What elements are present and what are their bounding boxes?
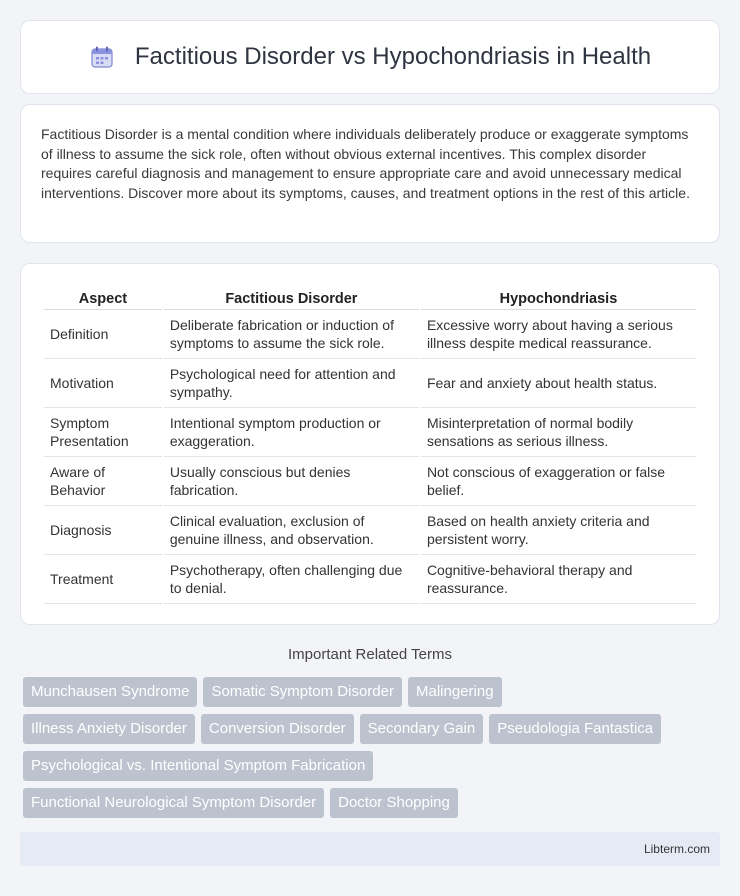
header-hypochondriasis: Hypochondriasis [421, 284, 696, 310]
page-title: Factitious Disorder vs Hypochondriasis in Health [134, 43, 652, 70]
table-row [44, 555, 696, 604]
tag-munchausen-syndrome[interactable]: Munchausen Syndrome [23, 677, 197, 707]
tag-somatic-symptom-disorder[interactable]: Somatic Symptom Disorder [203, 677, 402, 707]
tag-pseudologia-fantastica[interactable]: Pseudologia Fantastica [489, 714, 661, 744]
cell-factitious: Clinical evaluation, exclusion of genuine illness, and observation. [164, 506, 419, 555]
related-terms-list [23, 677, 723, 825]
header-factitious: Factitious Disorder [164, 284, 419, 310]
tag-illness-anxiety-disorder[interactable]: Illness Anxiety Disorder [23, 714, 195, 744]
cell-aspect: Symptom Presentation [44, 408, 162, 457]
table-header-row [44, 284, 696, 310]
table-row [44, 310, 696, 359]
cell-factitious: Usually conscious but denies fabrication. [164, 457, 419, 506]
calendar-icon [89, 44, 115, 70]
table-row [44, 359, 696, 408]
footer [20, 832, 720, 866]
tag-row [23, 788, 723, 818]
cell-hypochondriasis: Misinterpretation of normal bodily sensations as serious illness. [421, 408, 696, 457]
tag-row [23, 714, 723, 744]
comparison-card [20, 263, 720, 625]
tag-malingering[interactable]: Malingering [408, 677, 502, 707]
intro-card [20, 104, 720, 243]
cell-hypochondriasis: Cognitive-behavioral therapy and reassurance. [421, 555, 696, 604]
cell-factitious: Intentional symptom production or exaggeration. [164, 408, 419, 457]
tag-secondary-gain[interactable]: Secondary Gain [360, 714, 484, 744]
cell-aspect: Diagnosis [44, 506, 162, 555]
tag-conversion-disorder[interactable]: Conversion Disorder [201, 714, 354, 744]
header-aspect: Aspect [44, 284, 162, 310]
table-row [44, 408, 696, 457]
comparison-table [42, 284, 698, 604]
footer-site-link[interactable]: Libterm.com [643, 842, 710, 856]
tag-psychological-vs-intentional[interactable]: Psychological vs. Intentional Symptom Fabrication [23, 751, 373, 781]
cell-hypochondriasis: Not conscious of exaggeration or false belief. [421, 457, 696, 506]
cell-aspect: Definition [44, 310, 162, 359]
related-terms-heading: Important Related Terms [288, 646, 452, 663]
cell-aspect: Treatment [44, 555, 162, 604]
cell-aspect: Motivation [44, 359, 162, 408]
tag-row [23, 751, 723, 781]
cell-factitious: Psychological need for attention and sympathy. [164, 359, 419, 408]
cell-aspect: Aware of Behavior [44, 457, 162, 506]
cell-hypochondriasis: Based on health anxiety criteria and persistent worry. [421, 506, 696, 555]
tag-functional-neurological[interactable]: Functional Neurological Symptom Disorder [23, 788, 324, 818]
cell-hypochondriasis: Fear and anxiety about health status. [421, 359, 696, 408]
cell-hypochondriasis: Excessive worry about having a serious illness despite medical reassurance. [421, 310, 696, 359]
cell-factitious: Psychotherapy, often challenging due to denial. [164, 555, 419, 604]
title-wrap [89, 43, 651, 71]
intro-text: Factitious Disorder is a mental condition where individuals deliberately produce or exaggerate symptoms of illness to assume the sick role, often without obvious external incentives. This complex disorder requires careful diagnosis and management to ensure appropriate care and avoid unnecessary medical interventions. Discover more about its symptoms, causes, and treatment options in the rest of this article. [41, 126, 690, 201]
cell-factitious: Deliberate fabrication or induction of symptoms to assume the sick role. [164, 310, 419, 359]
table-row [44, 506, 696, 555]
tag-row [23, 677, 723, 707]
title-card [20, 20, 720, 94]
table-row [44, 457, 696, 506]
tag-doctor-shopping[interactable]: Doctor Shopping [330, 788, 458, 818]
